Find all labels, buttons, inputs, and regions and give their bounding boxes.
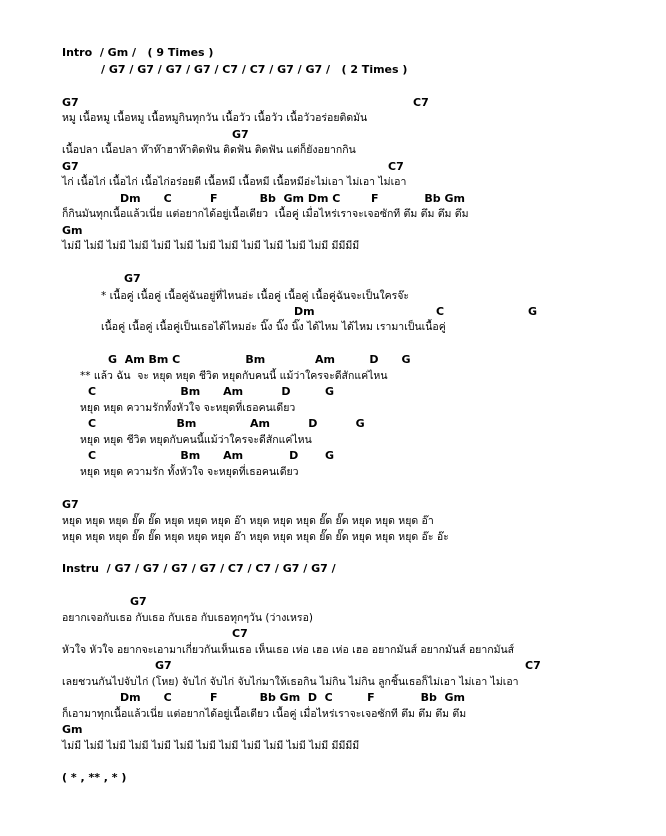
chord: C7	[388, 160, 404, 173]
chord: G7	[130, 595, 147, 608]
lyric-line: ไม่มี ไม่มี ไม่มี ไม่มี ไม่มี ไม่มี ไม่มี ไม่มี ไม่มี ไม่มี ไม่มี ไม่มี มีมีมีมี	[62, 240, 360, 252]
lyric-line: * เนื้อคู่ เนื้อคู่ เนื้อคู่ฉันอยู่ที่ไหนอ่ะ เนื้อคู่ เนื้อคู่ เนื้อคู่ฉันจะเป็นใครจ๊ะ	[101, 290, 410, 302]
chord-line: C Bm Am D G	[88, 449, 335, 462]
lyric-line: หยุด หยุด หยุด ยั๊ด ยั๊ด หยุด หยุด หยุด อ๊า หยุด หยุด หยุด ยั๊ด ยั๊ด หยุด หยุด หยุด อ๊า	[62, 515, 434, 527]
chord: C7	[232, 627, 248, 640]
chord: G7	[124, 272, 141, 285]
chord: C7	[413, 96, 429, 109]
chord: G7	[62, 498, 79, 511]
chord: G7	[232, 128, 249, 141]
chord-line: Dm C F Bb Gm Dm C F Bb Gm	[120, 192, 465, 205]
lyric-line: หยุด หยุด หยุด ยั๊ด ยั๊ด หยุด หยุด หยุด อ๊า หยุด หยุด หยุด ยั๊ด ยั๊ด หยุด หยุด หยุด อ๊ะ อ๊ะ	[62, 531, 449, 543]
intro-line: Intro / Gm / ( 9 Times )	[62, 46, 214, 59]
lyric-line: ก็เอามาทุกเนื้อแล้วเนี่ย แต่อยากได้อยู่เนื้อเดียว เนื้อคู่ เมื่อไหร่เราจะเจอซักที ตึม ตึม ตึม ตึม	[62, 708, 467, 720]
lyric-line: ไม่มี ไม่มี ไม่มี ไม่มี ไม่มี ไม่มี ไม่มี ไม่มี ไม่มี ไม่มี ไม่มี ไม่มี มีมีมีมี	[62, 740, 360, 752]
chord: C7	[525, 659, 541, 672]
ending-line: ( * , ** , * )	[62, 771, 127, 784]
chord: G	[528, 305, 538, 318]
lyric-line: อยากเจอกับเธอ กับเธอ กับเธอ กับเธอทุกๆวัน (ว่างเหรอ)	[62, 612, 313, 624]
chord: G7	[155, 659, 172, 672]
chord: Gm	[62, 723, 83, 736]
chord: Dm	[294, 305, 315, 318]
lyric-line: หยุด หยุด ความรัก ทั้งหัวใจ จะหยุดที่เธอคนเดียว	[80, 466, 299, 478]
lyric-line: หัวใจ หัวใจ อยากจะเอามาเกี่ยวกันเห็นเธอ เห็นเธอ เห่อ เฮอ เห่อ เฮอ อยากมันส์ อยากมันส์ อยากมันส์	[62, 644, 515, 656]
instru-line: Instru / G7 / G7 / G7 / G7 / C7 / C7 / G7 / G7 /	[62, 562, 336, 575]
chord-line: C Bm Am D G	[88, 385, 335, 398]
chord: C	[436, 305, 445, 318]
chord-line: C Bm Am D G	[88, 417, 365, 430]
chord: G7	[62, 160, 79, 173]
chord: Gm	[62, 224, 83, 237]
lyric-line: เลยชวนกันไปจับไก่ (โหย) จับไก่ จับไก่ จับไก่มาให้เธอกิน ไม่กิน ไม่กิน ลูกชิ้นเธอก็ไม่เอา ไม่เอา ไม่เอา	[62, 676, 519, 688]
chord: G7	[62, 96, 79, 109]
lyric-line: ** แล้ว ฉัน จะ หยุด หยุด ชีวิต หยุดกับคนนี้ แม้ว่าใครจะดีสักแค่ไหน	[80, 370, 388, 382]
lyric-line: เนื้อคู่ เนื้อคู่ เนื้อคู่เป็นเธอได้ไหมอ่ะ นิ๊ง นิ๊ง นิ๊ง ได้ไหม ได้ไหม เรามาเป็นเนื้อคู่	[101, 321, 446, 333]
lyric-line: เนื้อปลา เนื้อปลา ห๊าห๊าฮาห๊าติดฟัน ติดฟัน ติดฟัน แต่ก็ยังอยากกิน	[62, 144, 356, 156]
chord-line: G Am Bm C Bm Am D G	[108, 353, 411, 366]
lyric-line: ไก่ เนื้อไก่ เนื้อไก่ เนื้อไก่อร่อยดี เนื้อหมี เนื้อหมี เนื้อหมีอ่ะไม่เอา ไม่เอา ไม่เอา	[62, 176, 407, 188]
intro-line-2: / G7 / G7 / G7 / G7 / C7 / C7 / G7 / G7 / ( 2 Times )	[101, 63, 408, 76]
lyric-line: หยุด หยุด ความรักทั้งหัวใจ จะหยุดที่เธอคนเดียว	[80, 402, 296, 414]
chord-line: Dm C F Bb Gm D C F Bb Gm	[120, 691, 466, 704]
lyric-line: หยุด หยุด ชีวิต หยุดกับคนนี้แม้ว่าใครจะดีสักแค่ไหน	[80, 434, 312, 446]
lyric-line: หมู เนื้อหมู เนื้อหมู เนื้อหมูกินทุกวัน เนื้อวัว เนื้อวัว เนื้อวัวอร่อยติดมัน	[62, 112, 368, 124]
lyric-line: ก็กินมันทุกเนื้อแล้วเนี่ย แต่อยากได้อยู่เนื้อเดียว เนื้อคู่ เมื่อไหร่เราจะเจอซักที ตึม ตึม ตึม ตึม	[62, 208, 469, 220]
